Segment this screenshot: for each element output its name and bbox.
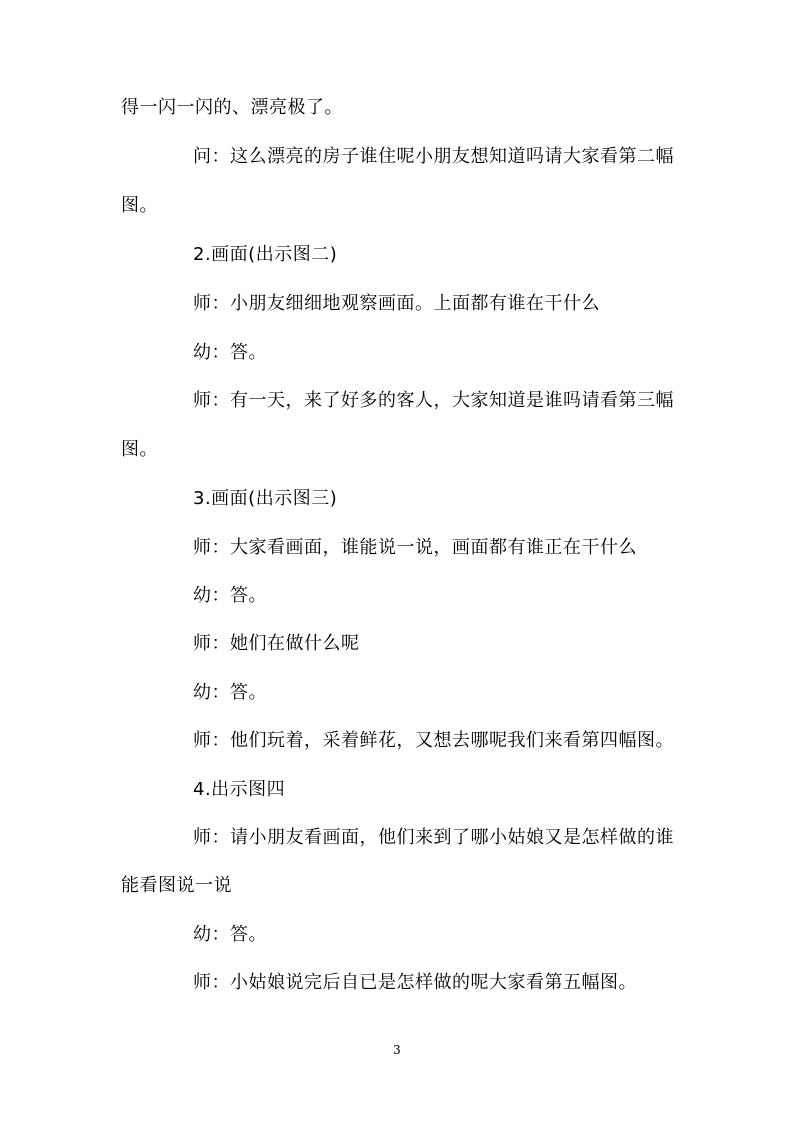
text-line: 幼：答。: [193, 342, 267, 363]
text-line: 能看图说一说: [121, 875, 232, 896]
section-heading: 4.出示图四: [193, 779, 286, 800]
text-line: 师：他们玩着，采着鲜花，又想去哪呢我们来看第四幅图。: [193, 730, 674, 751]
text-line: 师：小朋友细细地观察画面。上面都有谁在干什么: [193, 293, 600, 314]
page-number: 3: [393, 1043, 401, 1057]
section-heading: 3.画面(出示图三): [193, 488, 338, 509]
text-line: 幼：答。: [193, 682, 267, 703]
text-line: 师：请小朋友看画面，他们来到了哪小姑娘又是怎样做的谁: [193, 827, 674, 848]
text-line: 师：她们在做什么呢: [193, 633, 360, 654]
text-line: 师：小姑娘说完后自已是怎样做的呢大家看第五幅图。: [193, 972, 637, 993]
text-line: 幼：答。: [193, 585, 267, 606]
text-line: 问：这么漂亮的房子谁住呢小朋友想知道吗请大家看第二幅: [193, 146, 674, 167]
text-line: 幼：答。: [193, 924, 267, 945]
text-line: 得一闪一闪的、漂亮极了。: [121, 97, 343, 118]
text-line: 图。: [121, 195, 158, 216]
text-line: 图。: [121, 439, 158, 460]
section-heading: 2.画面(出示图二): [193, 244, 338, 265]
text-line: 师：大家看画面，谁能说一说，画面都有谁正在干什么: [193, 537, 637, 558]
text-line: 师：有一天，来了好多的客人，大家知道是谁吗请看第三幅: [193, 390, 674, 411]
